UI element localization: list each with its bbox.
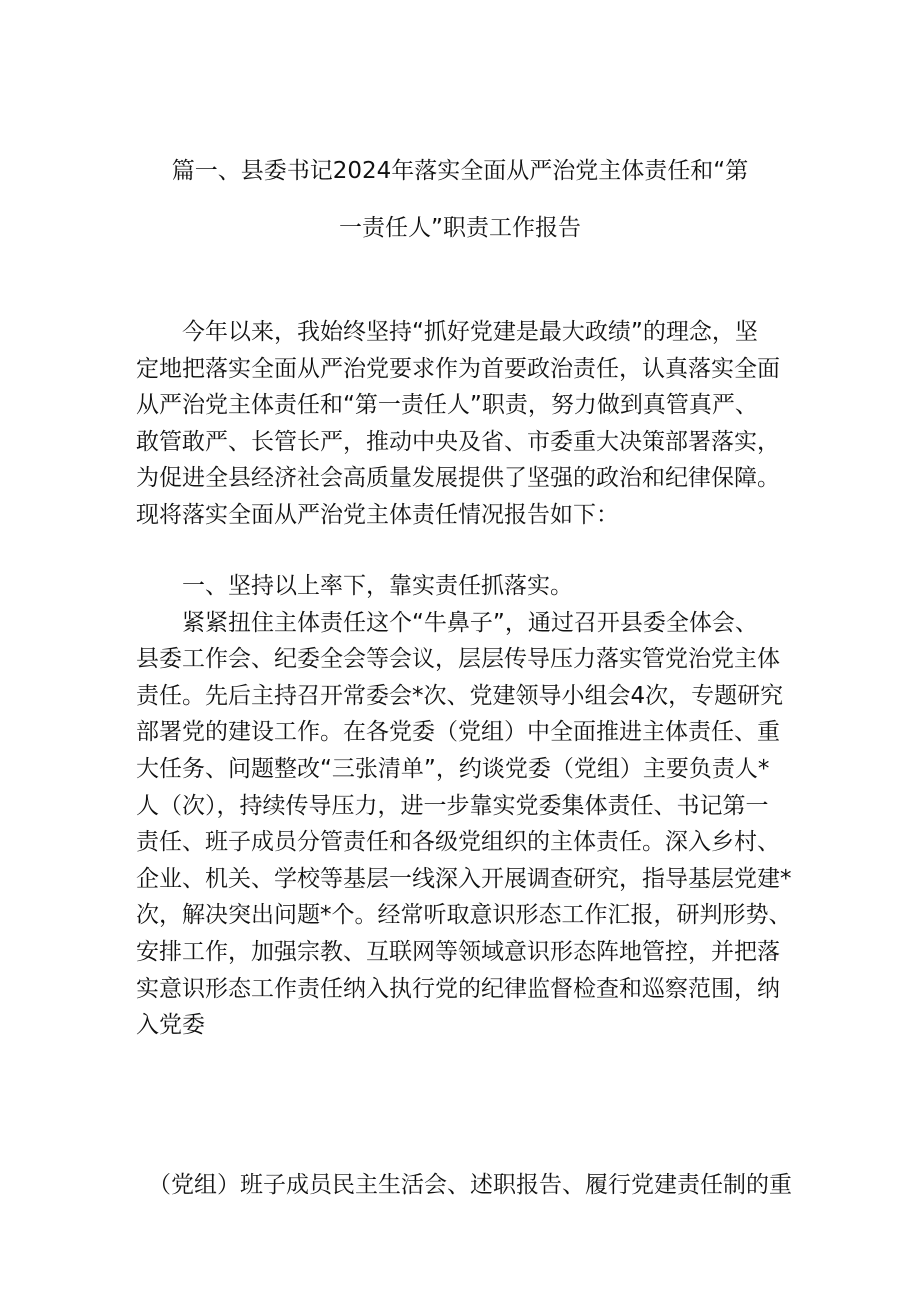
section-line: 大任务、问题整改“三张清单”，约谈党委（党组）主要负责人* [136,755,770,782]
continuation-line: （党组）班子成员民主生活会、述职报告、履行党建责任制的重 [148,1172,792,1198]
document-title-line-1: 篇一、县委书记2024年落实全面从严治党主体责任和“第 [171,158,749,184]
intro-paragraph [136,314,796,534]
section-heading: 一、坚持以上率下，靠实责任抓落实。 [182,573,573,599]
continuation-paragraph [136,1167,796,1204]
section-line: 责任、班子成员分管责任和各级党组织的主体责任。深入乡村、 [136,829,780,856]
section-line: 人（次），持续传导压力，进一步靠实党委集体责任、书记第一 [136,792,769,819]
intro-line: 从严治党主体责任和“第一责任人”职责，努力做到真管真严、 [136,392,758,419]
section-line: 企业、机关、学校等基层一线深入开展调查研究，指导基层党建* [136,865,792,892]
intro-line: 今年以来，我始终坚持“抓好党建是最大政绩”的理念，坚 [182,319,758,345]
section-line: 部署党的建设工作。在各党委（党组）中全面推进主体责任、重 [136,719,780,746]
section-line: 责任。先后主持召开常委会*次、党建领导小组会4次，专题研究 [136,682,784,709]
document-title-line-2: 一责任人”职责工作报告 [339,215,581,241]
intro-line: 现将落实全面从严治党主体责任情况报告如下： [136,501,619,528]
section-line: 紧紧扭住主体责任这个“牛鼻子”，通过召开县委全体会、 [182,609,758,636]
section-line: 安排工作，加强宗教、互联网等领域意识形态阵地管控，并把落 [136,938,780,965]
section-line: 入党委 [136,1012,205,1039]
section-line: 次，解决突出问题*个。经常听取意识形态工作汇报，研判形势、 [136,902,792,929]
intro-line: 为促进全县经济社会高质量发展提供了坚强的政治和纪律保障。 [136,465,780,492]
section-line: 实意识形态工作责任纳入执行党的纪律监督检查和巡察范围，纳 [136,975,780,1002]
intro-line: 定地把落实全面从严治党要求作为首要政治责任，认真落实全面 [136,355,780,382]
section-one [136,568,796,1044]
section-line: 县委工作会、纪委全会等会议，层层传导压力落实管党治党主体 [136,646,780,673]
intro-line: 敢管敢严、长管长严，推动中央及省、市委重大决策部署落实， [136,428,780,455]
